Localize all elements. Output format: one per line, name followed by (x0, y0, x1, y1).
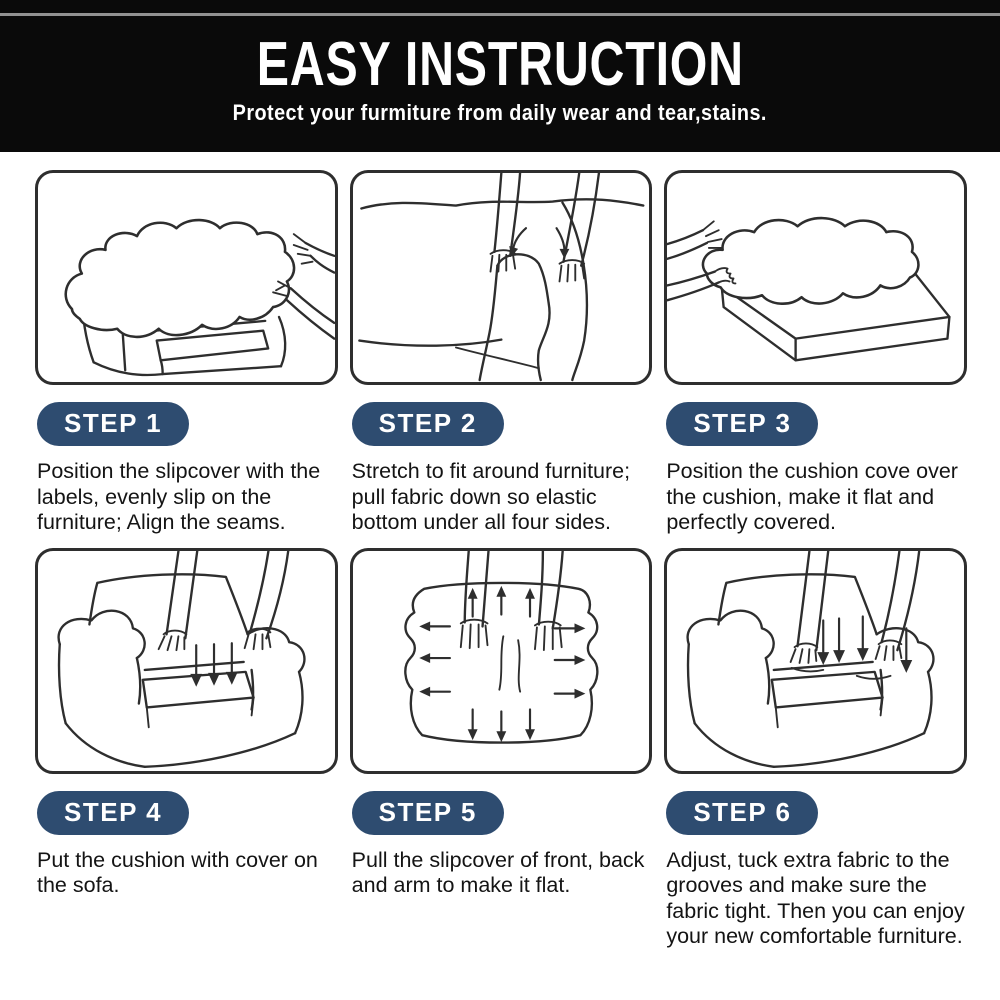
step-4-badge: STEP 4 (37, 791, 189, 835)
step-3-description: Position the cushion cove over the cushion, make it flat and perfectly covered. (666, 459, 958, 534)
step-6 (664, 548, 967, 950)
step-5-illustration-smooth-cover-icon (350, 548, 653, 774)
step-2 (350, 170, 653, 536)
step-2-description: Stretch to fit around furniture; pull fabric down so elastic bottom under all four sides. (351, 459, 631, 534)
step-2-badge: STEP 2 (352, 402, 504, 446)
step-1-illustration-drape-slipcover-over-sofa-icon (35, 170, 338, 385)
step-1-description: Position the slipcover with the labels, evenly slip on the furniture; Align the seams. (37, 459, 321, 534)
steps-grid (0, 152, 1000, 950)
step-1-badge: STEP 1 (37, 402, 189, 446)
step-4 (35, 548, 338, 950)
step-6-illustration-tuck-fabric-icon (664, 548, 967, 774)
step-5-description: Pull the slipcover of front, back and arm to make it flat. (351, 847, 645, 897)
step-5 (350, 548, 653, 950)
step-5-badge: STEP 5 (352, 791, 504, 835)
step-6-badge: STEP 6 (666, 791, 818, 835)
step-2-illustration-pull-fabric-down-icon (350, 170, 653, 385)
step-4-description: Put the cushion with cover on the sofa. (37, 847, 318, 897)
step-3-badge: STEP 3 (666, 402, 818, 446)
page-title-text: EASY INSTRUCTION (256, 30, 744, 99)
header-subtitle-text: Protect your furmiture from daily wear and tear,stains. (232, 100, 768, 125)
header-subtitle (0, 100, 1000, 126)
step-3-illustration-cover-cushion-icon (664, 170, 967, 385)
step-1 (35, 170, 338, 536)
header (0, 0, 1000, 152)
step-3 (664, 170, 967, 536)
header-divider-line (0, 13, 1000, 16)
step-4-illustration-place-cushion-icon (35, 548, 338, 774)
step-6-description: Adjust, tuck extra fabric to the grooves and make sure the fabric tight. Then you can enjoy your new comfortable furniture. (666, 847, 965, 948)
